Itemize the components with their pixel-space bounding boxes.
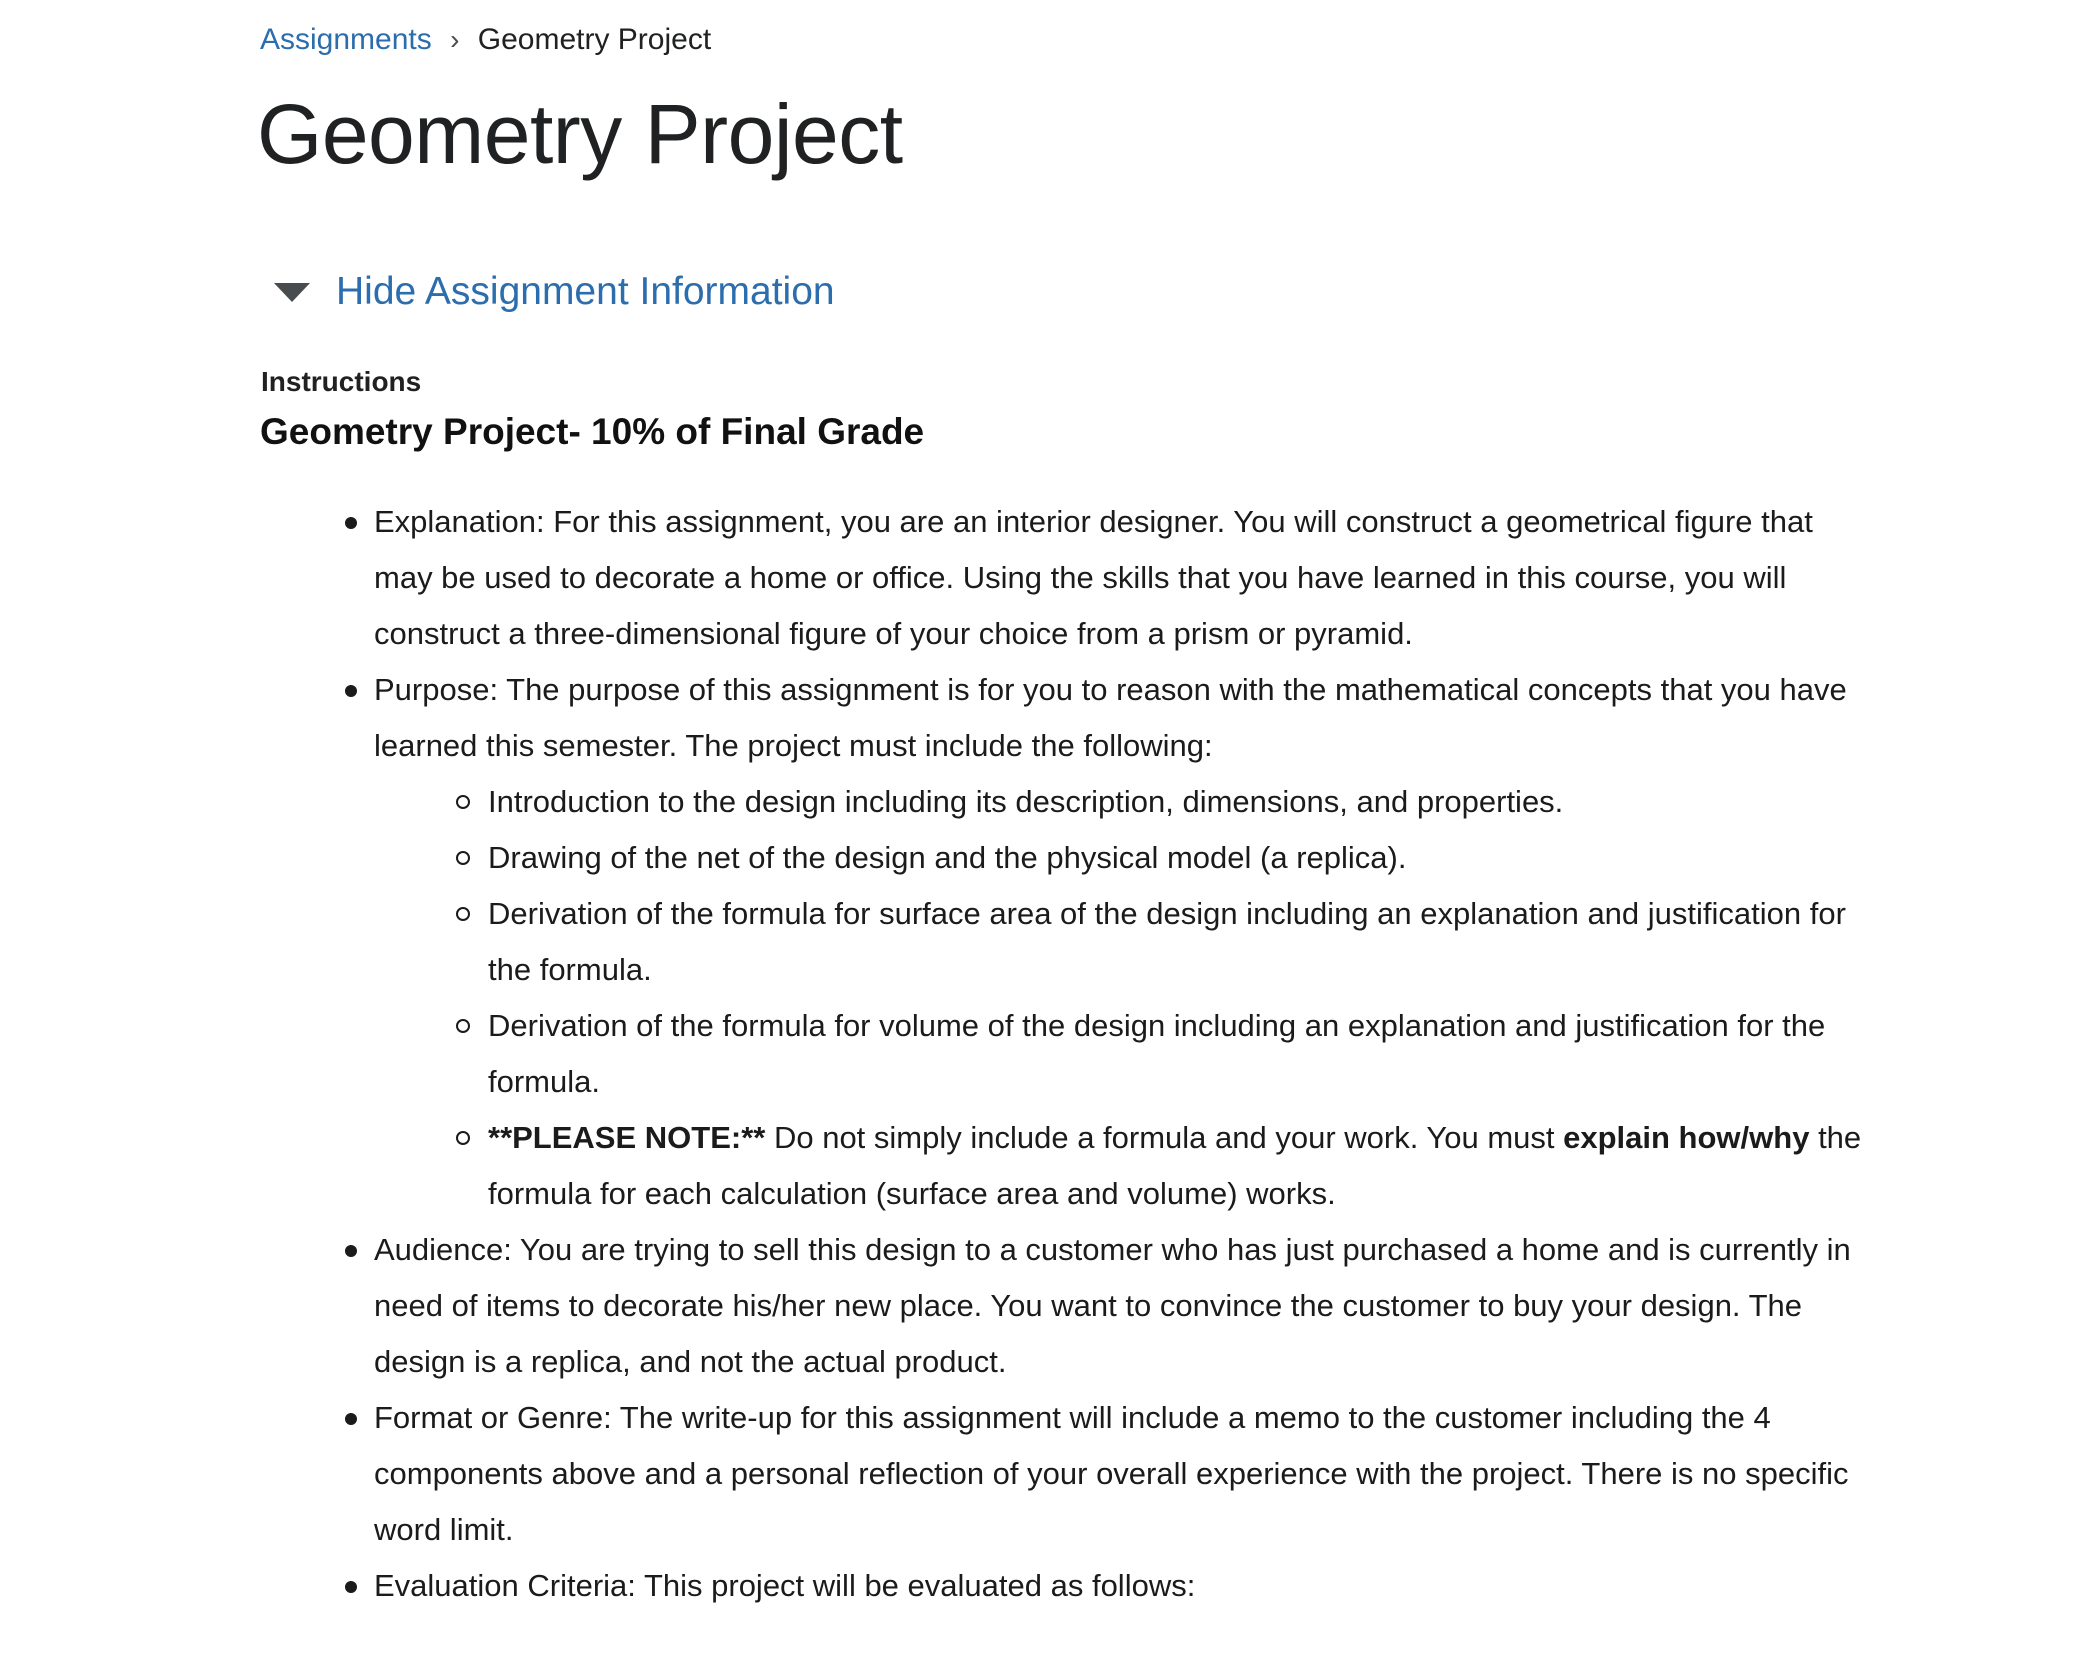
list-item-audience [374, 1222, 1874, 1390]
note-text-end: the formula for each calculation (surface area and volume) works. [488, 1120, 1862, 1211]
breadcrumb-current: Geometry Project [477, 23, 712, 56]
purpose-sublist [374, 774, 1874, 1222]
sublist-item-text: Introduction to the design including its description, dimensions, and properties. [488, 784, 1564, 819]
triangle-down-icon [272, 280, 312, 304]
sublist-item-text: Derivation of the formula for surface area of the design including an explanation and justification for the formula. [488, 896, 1846, 987]
list-item-format [374, 1390, 1874, 1558]
chevron-right-icon: › [450, 24, 460, 55]
instructions-list [260, 494, 1874, 1614]
sublist-item [488, 774, 1874, 830]
sublist-item [488, 998, 1874, 1110]
list-item-explanation [374, 494, 1874, 662]
list-item-evaluation [374, 1558, 1874, 1614]
list-item-text: Explanation: For this assignment, you are an interior designer. You will construct a geometrical figure that may be used to decorate a home or office. Using the skills that you have learned in this course, you will construct a three-dimensional figure of your choice from a prism or pyramid. [374, 504, 1813, 651]
note-bold-middle: explain how/why [1563, 1120, 1810, 1155]
sublist-item [488, 886, 1874, 998]
hide-assignment-info-toggle[interactable] [272, 264, 835, 320]
toggle-label: Hide Assignment Information [336, 270, 835, 313]
sublist-item [488, 830, 1874, 886]
breadcrumb [260, 20, 711, 60]
note-text-middle: Do not simply include a formula and your work. You must [765, 1120, 1564, 1155]
list-item-text: Evaluation Criteria: This project will be evaluated as follows: [374, 1568, 1196, 1603]
sublist-item-text: Derivation of the formula for volume of the design including an explanation and justification for the formula. [488, 1008, 1826, 1099]
breadcrumb-link-assignments[interactable]: Assignments [260, 23, 432, 56]
page-title: Geometry Project [257, 87, 903, 181]
sublist-item-note [488, 1110, 1874, 1222]
sublist-item-text: Drawing of the net of the design and the physical model (a replica). [488, 840, 1407, 875]
list-item-text: Audience: You are trying to sell this design to a customer who has just purchased a home and is currently in need of items to decorate his/her new place. You want to convince the customer to buy your design. The design is a replica, and not the actual product. [374, 1232, 1851, 1379]
list-item-text: Purpose: The purpose of this assignment is for you to reason with the mathematical concepts that you have learned this semester. The project must include the following: [374, 672, 1847, 763]
instructions-heading: Geometry Project- 10% of Final Grade [260, 411, 925, 452]
instructions-label: Instructions [261, 366, 422, 397]
list-item-purpose [374, 662, 1874, 1222]
list-item-text: Format or Genre: The write-up for this assignment will include a memo to the customer including the 4 components above and a personal reflection of your overall experience with the project. There is no specific word limit. [374, 1400, 1849, 1547]
note-bold-prefix: **PLEASE NOTE:** [488, 1120, 766, 1155]
